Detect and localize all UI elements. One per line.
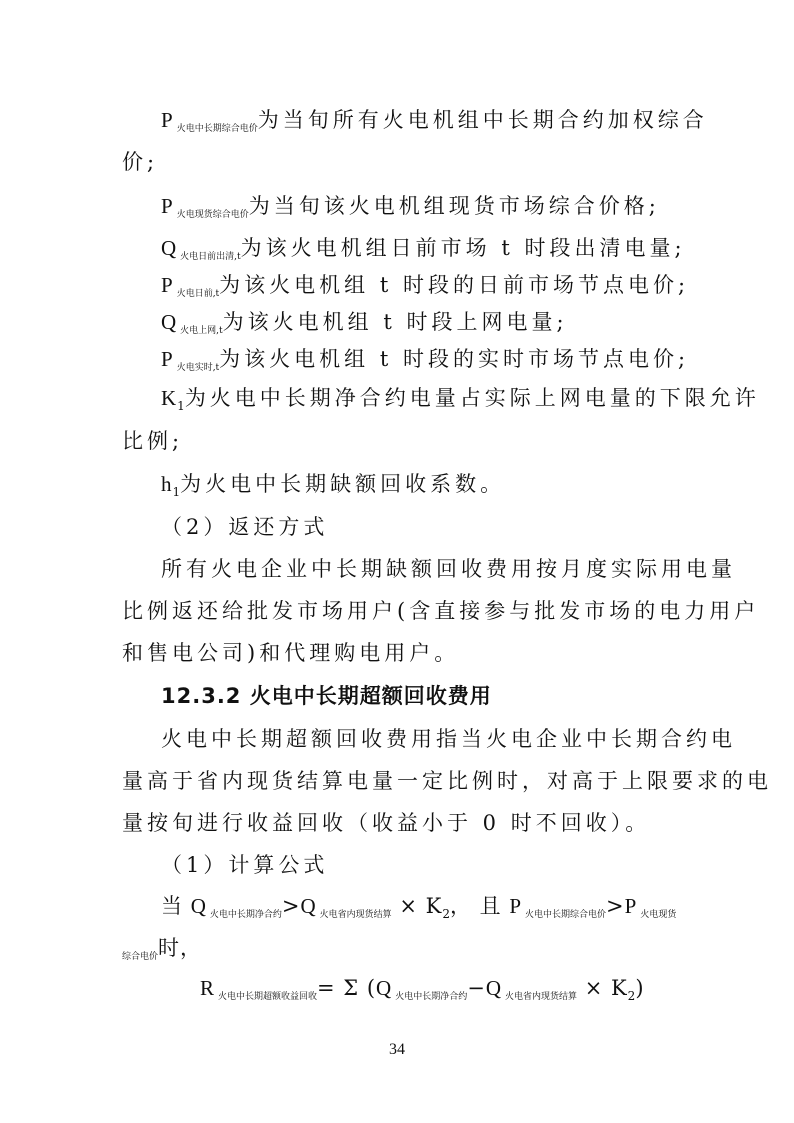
symbol: Q [161, 310, 178, 334]
symbol: P [161, 108, 174, 132]
body-text: 价; [122, 150, 159, 174]
body-line [122, 425, 183, 455]
definition-text: 为该火电机组日前市场 t 时段出清电量; [240, 236, 686, 260]
heading-text: 12.3.2 火电中长期超额回收费用 [161, 684, 492, 708]
operator: × K [584, 976, 628, 1000]
operator: = Σ ( [317, 976, 377, 1000]
body-line [122, 595, 759, 625]
subsection-text: （2）返还方式 [161, 515, 329, 539]
body-line [161, 553, 736, 583]
definition-text: 为火电中长期缺额回收系数。 [180, 472, 506, 496]
operator: × K [399, 894, 443, 918]
body-text: 量高于省内现货结算电量一定比例时，对高于上限要求的电 [122, 769, 772, 793]
symbol: Q [161, 236, 178, 260]
symbol: P [624, 894, 638, 918]
symbol: P [161, 194, 174, 218]
definition-p-realtime [161, 343, 689, 373]
body-line [122, 807, 650, 837]
body-line [161, 723, 736, 753]
body-text: 比例返还给批发市场用户(含直接参与批发市场的电力用户 [122, 599, 760, 623]
subscript: 火电省内现货结算 [505, 992, 578, 1002]
subscript: 火电中长期综合电价 [176, 124, 258, 134]
body-line [122, 637, 459, 667]
definition-h1 [161, 468, 505, 499]
definition-q-grid [161, 306, 568, 336]
symbol: P [161, 273, 174, 297]
conjunction: ， 且 [449, 894, 502, 918]
subscript: 1 [172, 485, 181, 499]
definition-k1 [161, 382, 760, 413]
symbol: Q [485, 976, 502, 1000]
formula-r-excess-recovery [200, 976, 645, 1003]
subscript: 火电实时,t [176, 363, 220, 373]
symbol: P [509, 894, 523, 918]
body-text: 所有火电企业中长期缺额回收费用按月度实际用电量 [161, 557, 736, 581]
subscript: 1 [177, 399, 185, 413]
subscript: 火电现货 [640, 910, 677, 920]
condition-tail: 时， [158, 936, 203, 960]
subsection-return-method [161, 511, 328, 541]
body-text: 火电中长期超额回收费用指当火电企业中长期合约电 [161, 727, 736, 751]
body-text: 和售电公司)和代理购电用户。 [122, 641, 460, 665]
subscript: 综合电价 [122, 952, 159, 962]
condition-line [161, 890, 676, 921]
subscript: 火电上网,t [180, 326, 223, 336]
subscript: 火电中长期净合约 [395, 992, 468, 1002]
subscript: 火电日前出清,t [180, 252, 241, 262]
condition-when: 当 [161, 894, 183, 918]
subscript: 火电中长期超额收益回收 [218, 992, 318, 1002]
section-heading [161, 680, 492, 710]
definition-text: 为当旬所有火电机组中长期合约加权综合 [257, 108, 708, 132]
definition-text: 为该火电机组 t 时段的实时市场节点电价; [219, 347, 690, 371]
symbol: Q [300, 894, 317, 918]
symbol: Q [376, 976, 393, 1000]
body-text: 比例; [122, 429, 184, 453]
operator: ) [635, 976, 645, 1000]
symbol: R [200, 976, 216, 1000]
definition-q-day-ahead [161, 232, 686, 262]
subsection-text: （1）计算公式 [161, 853, 329, 877]
subscript: 火电日前,t [176, 289, 220, 299]
definition-p-spot-price [161, 190, 660, 220]
definition-text: 为该火电机组 t 时段的日前市场节点电价; [219, 273, 690, 297]
symbol: h [161, 472, 173, 496]
subscript: 火电中长期综合电价 [525, 910, 607, 920]
symbol: Q [190, 894, 207, 918]
subscript: 火电省内现货结算 [319, 910, 392, 920]
subscript: 2 [442, 907, 450, 921]
definition-text: 为当旬该火电机组现货市场综合价格; [248, 194, 660, 218]
body-text: 量按旬进行收益回收（收益小于 0 时不回收）。 [122, 811, 651, 835]
body-line [122, 765, 772, 795]
operator: > [281, 894, 301, 918]
definition-p-day-ahead [161, 269, 689, 299]
definition-p-mid-long-term-price [161, 104, 708, 134]
subscript: 2 [627, 989, 636, 1003]
subscript: 火电中长期净合约 [209, 910, 282, 920]
subscript: 火电现货综合电价 [176, 210, 249, 220]
page-number: 34 [389, 1041, 405, 1058]
operator: > [606, 894, 625, 918]
subsection-formula [161, 849, 328, 879]
condition-line-continued [122, 932, 202, 962]
operator: − [467, 976, 486, 1000]
symbol: P [161, 347, 174, 371]
symbol: K [161, 386, 178, 410]
definition-text: 为该火电机组 t 时段上网电量; [222, 310, 568, 334]
definition-text: 为火电中长期净合约电量占实际上网电量的下限允许 [184, 386, 760, 410]
body-line [122, 146, 158, 176]
